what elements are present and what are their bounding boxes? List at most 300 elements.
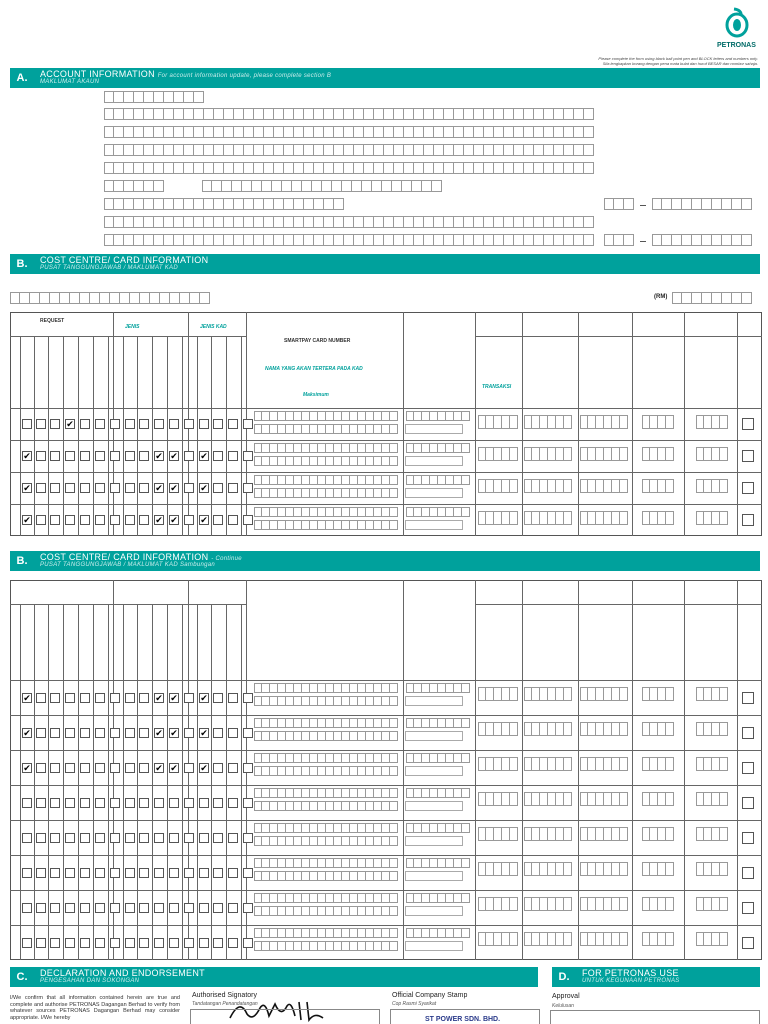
row-checkbox[interactable] <box>213 483 223 493</box>
row-checkbox[interactable] <box>243 938 253 948</box>
amount-field[interactable] <box>524 687 572 701</box>
count2-field[interactable] <box>696 827 728 841</box>
row-checkbox[interactable] <box>213 451 223 461</box>
card-number-field[interactable] <box>254 823 398 833</box>
row-checkbox[interactable] <box>184 693 194 703</box>
row-select-checkbox[interactable] <box>742 514 754 526</box>
row-checkbox[interactable]: ✔ <box>155 483 163 493</box>
row-checkbox[interactable] <box>95 903 105 913</box>
limit-field[interactable] <box>406 823 470 833</box>
row-checkbox[interactable] <box>199 833 209 843</box>
row-checkbox[interactable] <box>110 728 120 738</box>
row-checkbox[interactable] <box>22 938 32 948</box>
row-checkbox[interactable] <box>169 938 179 948</box>
row-checkbox[interactable] <box>243 833 253 843</box>
row-checkbox[interactable] <box>110 483 120 493</box>
row-checkbox[interactable] <box>110 693 120 703</box>
transaction-field[interactable] <box>478 897 518 911</box>
row-checkbox[interactable] <box>139 763 149 773</box>
account-name-field[interactable] <box>104 162 594 174</box>
amount2-field[interactable] <box>580 479 628 493</box>
row-checkbox[interactable] <box>199 419 209 429</box>
count2-field[interactable] <box>696 722 728 736</box>
row-checkbox[interactable] <box>139 419 149 429</box>
row-checkbox[interactable] <box>50 483 60 493</box>
row-checkbox[interactable] <box>228 483 238 493</box>
row-checkbox[interactable]: ✔ <box>155 762 163 773</box>
row-checkbox[interactable] <box>80 833 90 843</box>
card-name-field[interactable] <box>254 836 398 846</box>
limit-field[interactable] <box>406 893 470 903</box>
row-checkbox[interactable] <box>228 798 238 808</box>
row-checkbox[interactable] <box>110 451 120 461</box>
row-checkbox[interactable] <box>139 515 149 525</box>
row-checkbox[interactable]: ✔ <box>66 419 74 429</box>
count-field[interactable] <box>642 447 674 461</box>
limit-box[interactable] <box>405 696 463 706</box>
card-number-field[interactable] <box>254 443 398 453</box>
amount-field[interactable] <box>524 827 572 841</box>
row-select-checkbox[interactable] <box>742 902 754 914</box>
row-checkbox[interactable]: ✔ <box>23 762 31 773</box>
card-name-field[interactable] <box>254 871 398 881</box>
row-checkbox[interactable] <box>184 515 194 525</box>
row-checkbox[interactable] <box>228 833 238 843</box>
row-checkbox[interactable]: ✔ <box>155 727 163 738</box>
amount2-field[interactable] <box>580 932 628 946</box>
row-checkbox[interactable] <box>110 938 120 948</box>
postcode-field[interactable] <box>104 180 164 192</box>
row-checkbox[interactable] <box>243 903 253 913</box>
row-checkbox[interactable] <box>110 763 120 773</box>
count-field[interactable] <box>642 862 674 876</box>
count-field[interactable] <box>642 757 674 771</box>
row-checkbox[interactable] <box>36 833 46 843</box>
count2-field[interactable] <box>696 792 728 806</box>
limit-field[interactable] <box>406 718 470 728</box>
account-number-field[interactable] <box>104 91 204 103</box>
account-name-field[interactable] <box>104 144 594 156</box>
amount2-field[interactable] <box>580 757 628 771</box>
count2-field[interactable] <box>696 479 728 493</box>
transaction-field[interactable] <box>478 792 518 806</box>
row-checkbox[interactable]: ✔ <box>200 515 208 525</box>
row-checkbox[interactable]: ✔ <box>200 451 208 461</box>
row-checkbox[interactable] <box>243 515 253 525</box>
count2-field[interactable] <box>696 862 728 876</box>
limit-field[interactable] <box>406 683 470 693</box>
transaction-field[interactable] <box>478 687 518 701</box>
row-checkbox[interactable] <box>213 693 223 703</box>
limit-box[interactable] <box>405 941 463 951</box>
row-checkbox[interactable]: ✔ <box>200 762 208 773</box>
row-checkbox[interactable] <box>199 798 209 808</box>
row-checkbox[interactable] <box>95 693 105 703</box>
card-number-field[interactable] <box>254 753 398 763</box>
row-checkbox[interactable] <box>243 483 253 493</box>
row-checkbox[interactable] <box>110 903 120 913</box>
transaction-field[interactable] <box>478 827 518 841</box>
credit-limit-field[interactable] <box>672 292 752 304</box>
fax-prefix-field[interactable] <box>604 234 634 246</box>
row-checkbox[interactable] <box>139 798 149 808</box>
card-name-field[interactable] <box>254 731 398 741</box>
phone-prefix-field[interactable] <box>604 198 634 210</box>
row-checkbox[interactable] <box>95 833 105 843</box>
count-field[interactable] <box>642 932 674 946</box>
signature-box[interactable] <box>190 1009 380 1024</box>
row-checkbox[interactable]: ✔ <box>200 692 208 703</box>
amount2-field[interactable] <box>580 447 628 461</box>
row-checkbox[interactable] <box>243 763 253 773</box>
row-checkbox[interactable] <box>228 419 238 429</box>
account-name-field[interactable] <box>104 126 594 138</box>
row-checkbox[interactable] <box>50 903 60 913</box>
row-checkbox[interactable] <box>36 903 46 913</box>
row-select-checkbox[interactable] <box>742 450 754 462</box>
row-checkbox[interactable] <box>65 693 75 703</box>
amount2-field[interactable] <box>580 792 628 806</box>
row-checkbox[interactable] <box>36 483 46 493</box>
row-checkbox[interactable] <box>80 693 90 703</box>
row-checkbox[interactable] <box>228 763 238 773</box>
transaction-field[interactable] <box>478 862 518 876</box>
amount-field[interactable] <box>524 479 572 493</box>
row-checkbox[interactable] <box>110 515 120 525</box>
row-checkbox[interactable] <box>50 763 60 773</box>
limit-field[interactable] <box>406 928 470 938</box>
row-checkbox[interactable] <box>36 938 46 948</box>
row-checkbox[interactable] <box>139 483 149 493</box>
row-select-checkbox[interactable] <box>742 727 754 739</box>
row-select-checkbox[interactable] <box>742 867 754 879</box>
card-name-field[interactable] <box>254 520 398 530</box>
row-checkbox[interactable] <box>228 938 238 948</box>
row-checkbox[interactable] <box>184 763 194 773</box>
count-field[interactable] <box>642 722 674 736</box>
row-checkbox[interactable] <box>50 693 60 703</box>
row-select-checkbox[interactable] <box>742 482 754 494</box>
card-number-field[interactable] <box>254 928 398 938</box>
row-checkbox[interactable] <box>139 833 149 843</box>
row-checkbox[interactable] <box>184 938 194 948</box>
amount-field[interactable] <box>524 757 572 771</box>
row-checkbox[interactable] <box>50 515 60 525</box>
row-checkbox[interactable] <box>65 868 75 878</box>
row-checkbox[interactable]: ✔ <box>170 515 178 525</box>
state-field[interactable] <box>104 198 344 210</box>
row-checkbox[interactable]: ✔ <box>170 727 178 738</box>
row-checkbox[interactable] <box>95 451 105 461</box>
transaction-field[interactable] <box>478 415 518 429</box>
amount2-field[interactable] <box>580 862 628 876</box>
limit-field[interactable] <box>406 411 470 421</box>
row-checkbox[interactable] <box>50 728 60 738</box>
row-checkbox[interactable] <box>36 798 46 808</box>
row-checkbox[interactable] <box>154 903 164 913</box>
row-checkbox[interactable] <box>243 868 253 878</box>
row-checkbox[interactable] <box>184 728 194 738</box>
count-field[interactable] <box>642 827 674 841</box>
row-checkbox[interactable] <box>139 938 149 948</box>
row-checkbox[interactable] <box>95 938 105 948</box>
count2-field[interactable] <box>696 447 728 461</box>
limit-box[interactable] <box>405 871 463 881</box>
row-checkbox[interactable] <box>80 868 90 878</box>
row-checkbox[interactable] <box>80 798 90 808</box>
count2-field[interactable] <box>696 511 728 525</box>
row-checkbox[interactable] <box>125 938 135 948</box>
amount-field[interactable] <box>524 415 572 429</box>
card-number-field[interactable] <box>254 411 398 421</box>
row-checkbox[interactable] <box>110 868 120 878</box>
row-checkbox[interactable] <box>169 419 179 429</box>
card-number-field[interactable] <box>254 788 398 798</box>
row-checkbox[interactable] <box>22 868 32 878</box>
cost-centre-field[interactable] <box>10 292 210 304</box>
row-checkbox[interactable] <box>228 903 238 913</box>
row-checkbox[interactable] <box>228 868 238 878</box>
count-field[interactable] <box>642 479 674 493</box>
row-checkbox[interactable] <box>125 903 135 913</box>
row-checkbox[interactable] <box>36 515 46 525</box>
row-checkbox[interactable] <box>95 419 105 429</box>
row-checkbox[interactable]: ✔ <box>23 692 31 703</box>
row-checkbox[interactable] <box>80 763 90 773</box>
row-checkbox[interactable] <box>184 868 194 878</box>
row-checkbox[interactable] <box>80 938 90 948</box>
row-checkbox[interactable] <box>50 938 60 948</box>
row-checkbox[interactable] <box>184 451 194 461</box>
row-checkbox[interactable] <box>36 419 46 429</box>
row-checkbox[interactable] <box>125 728 135 738</box>
row-checkbox[interactable]: ✔ <box>23 451 31 461</box>
row-checkbox[interactable] <box>228 693 238 703</box>
count-field[interactable] <box>642 792 674 806</box>
contact-field[interactable] <box>104 234 594 246</box>
row-checkbox[interactable]: ✔ <box>200 483 208 493</box>
amount-field[interactable] <box>524 932 572 946</box>
row-checkbox[interactable] <box>110 798 120 808</box>
limit-box[interactable] <box>405 520 463 530</box>
fax-number-field[interactable] <box>652 234 752 246</box>
row-checkbox[interactable] <box>125 451 135 461</box>
row-checkbox[interactable] <box>184 833 194 843</box>
row-checkbox[interactable] <box>243 693 253 703</box>
row-checkbox[interactable] <box>184 903 194 913</box>
card-name-field[interactable] <box>254 766 398 776</box>
card-number-field[interactable] <box>254 475 398 485</box>
row-checkbox[interactable] <box>213 938 223 948</box>
row-select-checkbox[interactable] <box>742 418 754 430</box>
count-field[interactable] <box>642 897 674 911</box>
count2-field[interactable] <box>696 932 728 946</box>
row-checkbox[interactable] <box>80 483 90 493</box>
row-checkbox[interactable] <box>228 515 238 525</box>
row-checkbox[interactable]: ✔ <box>170 483 178 493</box>
row-checkbox[interactable] <box>110 833 120 843</box>
row-checkbox[interactable] <box>80 515 90 525</box>
card-name-field[interactable] <box>254 456 398 466</box>
row-checkbox[interactable] <box>36 728 46 738</box>
transaction-field[interactable] <box>478 932 518 946</box>
limit-field[interactable] <box>406 475 470 485</box>
row-checkbox[interactable] <box>184 419 194 429</box>
card-number-field[interactable] <box>254 507 398 517</box>
row-checkbox[interactable] <box>95 728 105 738</box>
row-checkbox[interactable] <box>65 938 75 948</box>
count-field[interactable] <box>642 511 674 525</box>
limit-field[interactable] <box>406 443 470 453</box>
row-checkbox[interactable]: ✔ <box>170 762 178 773</box>
row-checkbox[interactable] <box>36 693 46 703</box>
card-name-field[interactable] <box>254 696 398 706</box>
row-checkbox[interactable] <box>139 693 149 703</box>
row-checkbox[interactable] <box>154 798 164 808</box>
email-field[interactable] <box>104 216 594 228</box>
row-checkbox[interactable] <box>50 419 60 429</box>
row-checkbox[interactable] <box>80 451 90 461</box>
row-checkbox[interactable] <box>65 763 75 773</box>
row-checkbox[interactable] <box>228 728 238 738</box>
row-checkbox[interactable] <box>139 451 149 461</box>
row-select-checkbox[interactable] <box>742 762 754 774</box>
amount-field[interactable] <box>524 862 572 876</box>
limit-field[interactable] <box>406 788 470 798</box>
card-name-field[interactable] <box>254 906 398 916</box>
row-checkbox[interactable]: ✔ <box>155 451 163 461</box>
row-checkbox[interactable] <box>199 938 209 948</box>
amount2-field[interactable] <box>580 897 628 911</box>
row-checkbox[interactable] <box>50 833 60 843</box>
count-field[interactable] <box>642 687 674 701</box>
amount2-field[interactable] <box>580 722 628 736</box>
row-checkbox[interactable] <box>243 419 253 429</box>
row-checkbox[interactable] <box>65 515 75 525</box>
row-checkbox[interactable] <box>22 903 32 913</box>
row-checkbox[interactable] <box>80 903 90 913</box>
row-checkbox[interactable] <box>169 798 179 808</box>
row-checkbox[interactable] <box>154 833 164 843</box>
row-checkbox[interactable] <box>199 868 209 878</box>
row-checkbox[interactable] <box>213 763 223 773</box>
limit-box[interactable] <box>405 801 463 811</box>
row-checkbox[interactable] <box>65 833 75 843</box>
row-checkbox[interactable] <box>154 419 164 429</box>
amount2-field[interactable] <box>580 827 628 841</box>
row-checkbox[interactable] <box>184 483 194 493</box>
amount-field[interactable] <box>524 722 572 736</box>
row-checkbox[interactable] <box>125 798 135 808</box>
limit-field[interactable] <box>406 753 470 763</box>
row-checkbox[interactable] <box>65 798 75 808</box>
row-checkbox[interactable] <box>36 763 46 773</box>
row-checkbox[interactable]: ✔ <box>23 483 31 493</box>
row-checkbox[interactable]: ✔ <box>155 692 163 703</box>
row-checkbox[interactable]: ✔ <box>170 451 178 461</box>
row-checkbox[interactable] <box>243 451 253 461</box>
limit-field[interactable] <box>406 858 470 868</box>
card-name-field[interactable] <box>254 424 398 434</box>
card-number-field[interactable] <box>254 683 398 693</box>
amount-field[interactable] <box>524 792 572 806</box>
row-checkbox[interactable] <box>50 868 60 878</box>
row-checkbox[interactable] <box>199 903 209 913</box>
row-select-checkbox[interactable] <box>742 797 754 809</box>
row-checkbox[interactable] <box>125 483 135 493</box>
row-checkbox[interactable] <box>95 763 105 773</box>
row-checkbox[interactable] <box>243 798 253 808</box>
approval-box[interactable] <box>550 1010 760 1024</box>
row-checkbox[interactable] <box>139 868 149 878</box>
row-checkbox[interactable] <box>22 833 32 843</box>
row-checkbox[interactable] <box>213 833 223 843</box>
count-field[interactable] <box>642 415 674 429</box>
limit-box[interactable] <box>405 731 463 741</box>
row-checkbox[interactable]: ✔ <box>170 692 178 703</box>
account-name-field[interactable] <box>104 108 594 120</box>
row-checkbox[interactable] <box>213 728 223 738</box>
row-checkbox[interactable] <box>65 728 75 738</box>
row-checkbox[interactable] <box>65 483 75 493</box>
count2-field[interactable] <box>696 687 728 701</box>
row-select-checkbox[interactable] <box>742 937 754 949</box>
row-checkbox[interactable] <box>125 419 135 429</box>
city-field[interactable] <box>202 180 442 192</box>
row-checkbox[interactable] <box>228 451 238 461</box>
row-checkbox[interactable] <box>243 728 253 738</box>
row-checkbox[interactable] <box>154 938 164 948</box>
limit-box[interactable] <box>405 766 463 776</box>
row-checkbox[interactable] <box>50 798 60 808</box>
amount2-field[interactable] <box>580 687 628 701</box>
row-checkbox[interactable] <box>50 451 60 461</box>
transaction-field[interactable] <box>478 757 518 771</box>
amount2-field[interactable] <box>580 511 628 525</box>
row-select-checkbox[interactable] <box>742 832 754 844</box>
row-checkbox[interactable] <box>65 451 75 461</box>
phone-number-field[interactable] <box>652 198 752 210</box>
transaction-field[interactable] <box>478 479 518 493</box>
row-checkbox[interactable]: ✔ <box>155 515 163 525</box>
row-select-checkbox[interactable] <box>742 692 754 704</box>
row-checkbox[interactable] <box>169 868 179 878</box>
card-name-field[interactable] <box>254 488 398 498</box>
row-checkbox[interactable] <box>80 728 90 738</box>
row-checkbox[interactable] <box>95 798 105 808</box>
row-checkbox[interactable]: ✔ <box>23 727 31 738</box>
limit-box[interactable] <box>405 424 463 434</box>
row-checkbox[interactable] <box>110 419 120 429</box>
row-checkbox[interactable] <box>154 868 164 878</box>
row-checkbox[interactable] <box>125 833 135 843</box>
count2-field[interactable] <box>696 897 728 911</box>
row-checkbox[interactable] <box>213 798 223 808</box>
row-checkbox[interactable] <box>139 728 149 738</box>
limit-box[interactable] <box>405 836 463 846</box>
count2-field[interactable] <box>696 757 728 771</box>
row-checkbox[interactable] <box>95 515 105 525</box>
row-checkbox[interactable] <box>213 868 223 878</box>
row-checkbox[interactable] <box>95 868 105 878</box>
row-checkbox[interactable] <box>36 451 46 461</box>
row-checkbox[interactable] <box>125 693 135 703</box>
row-checkbox[interactable]: ✔ <box>23 515 31 525</box>
row-checkbox[interactable] <box>169 903 179 913</box>
count2-field[interactable] <box>696 415 728 429</box>
row-checkbox[interactable] <box>95 483 105 493</box>
card-number-field[interactable] <box>254 718 398 728</box>
